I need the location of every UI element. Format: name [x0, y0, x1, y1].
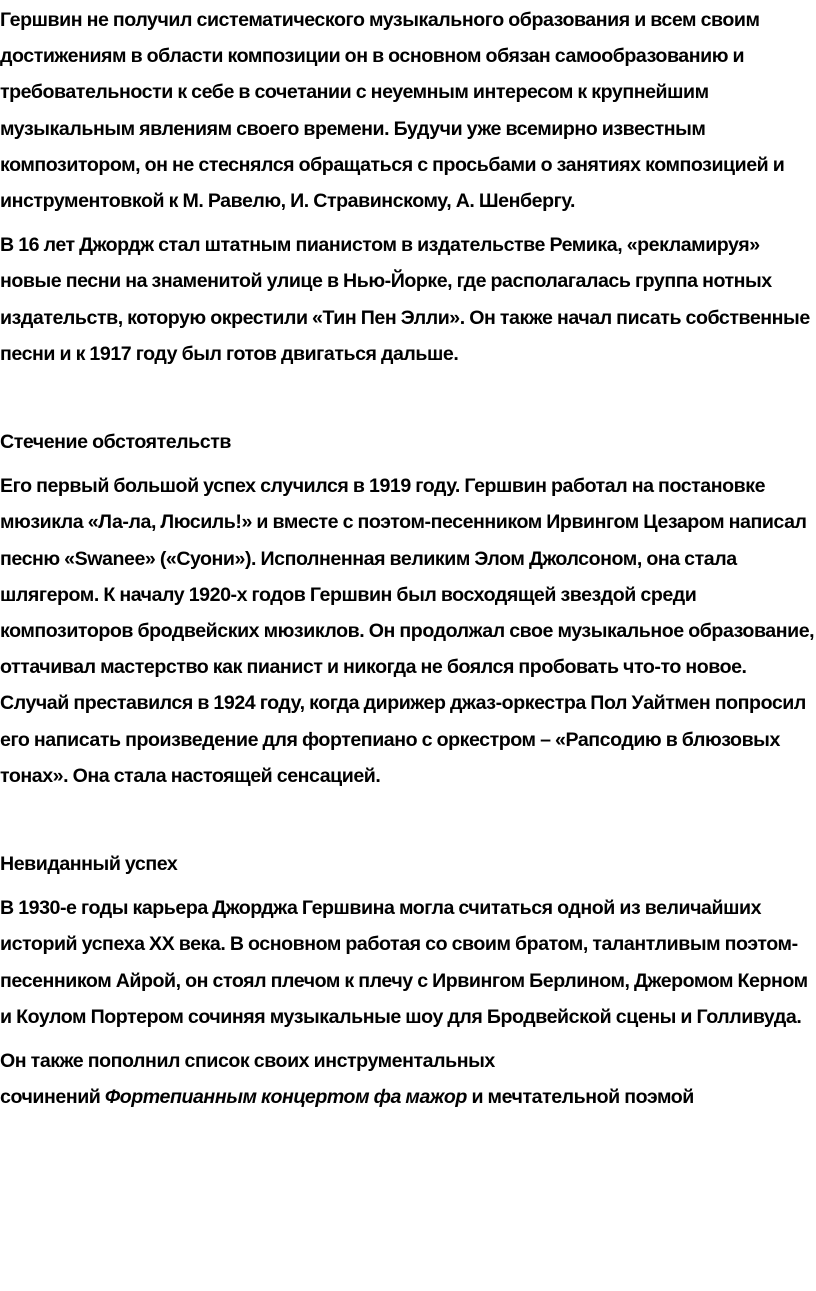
piano-concerto-title: Фортепианным концертом фа мажор — [104, 1086, 467, 1109]
instrumental-works-text-start: Он также пополнил список своих инструментальных — [0, 1050, 495, 1073]
paragraph-gershwin-education: Гершвин не получил систематического музыкального образования и всем своим достижениям в области композиции он в основном обязан самообразованию и требовательности к себе в сочетании с неуемным интересом к крупнейшим музыкальным явлениям своего времени. Будучи уже всемирно известным композитором, он не стеснялся обращаться с просьбами о занятиях композицией и инструментовкой к М. Равелю, И. Стравинскому, А. Шенбергу. — [0, 9, 785, 213]
paragraph-instrumental-works — [0, 1043, 816, 1115]
blank-line — [0, 380, 816, 424]
paragraph-first-success: Его первый большой успех случился в 1919 году. Гершвин работал на постановке мюзикла «Ла-ла, Люсиль!» и вместе с поэтом-песенником Ирвингом Цезаром написал песню «Swanee» («Суони»). Исполненная великим Элом Джолсоном, она стала шлягером. К началу 1920-х годов Гершвин был восходящей звездой среди композиторов бродвейских мюзиклов. Он продолжал свое музыкальное образование, оттачивал мастерство как пианист и никогда не боялся пробовать что-то новое. Случай преставился в 1924 году, когда дирижер джаз-оркестра Пол Уайтмен попросил его написать произведение для фортепиано с оркестром – «Рапсодию в блюзовых тонах». Она стала настоящей сенсацией. — [0, 475, 815, 787]
blank-line — [0, 802, 816, 846]
section-heading-unprecedented-success: Невиданный успех — [0, 853, 178, 876]
document-body — [0, 2, 816, 1123]
instrumental-works-spacer: сочинений — [0, 1086, 105, 1109]
paragraph-1930s-career: В 1930-е годы карьера Джорджа Гершвина могла считаться одной из величайших историй успеха XX века. В основном работая со своим братом, талантливым поэтом-песенником Айрой, он стоял плечом к плечу с Ирвингом Берлином, Джеромом Керном и Коулом Портером сочиняя музыкальные шоу для Бродвейской сцены и Голливуда. — [0, 897, 808, 1028]
instrumental-works-text-end: и мечтательной поэмой — [471, 1086, 694, 1109]
paragraph-remick-pianist: В 16 лет Джордж стал штатным пианистом в издательстве Ремика, «рекламируя» новые песни на знаменитой улице в Нью-Йорке, где располагалась группа нотных издательств, которую окрестили «Тин Пен Элли». Он также начал писать собственные песни и к 1917 году был готов двигаться дальше. — [0, 234, 810, 365]
section-heading-circumstances: Стечение обстоятельств — [0, 431, 231, 454]
